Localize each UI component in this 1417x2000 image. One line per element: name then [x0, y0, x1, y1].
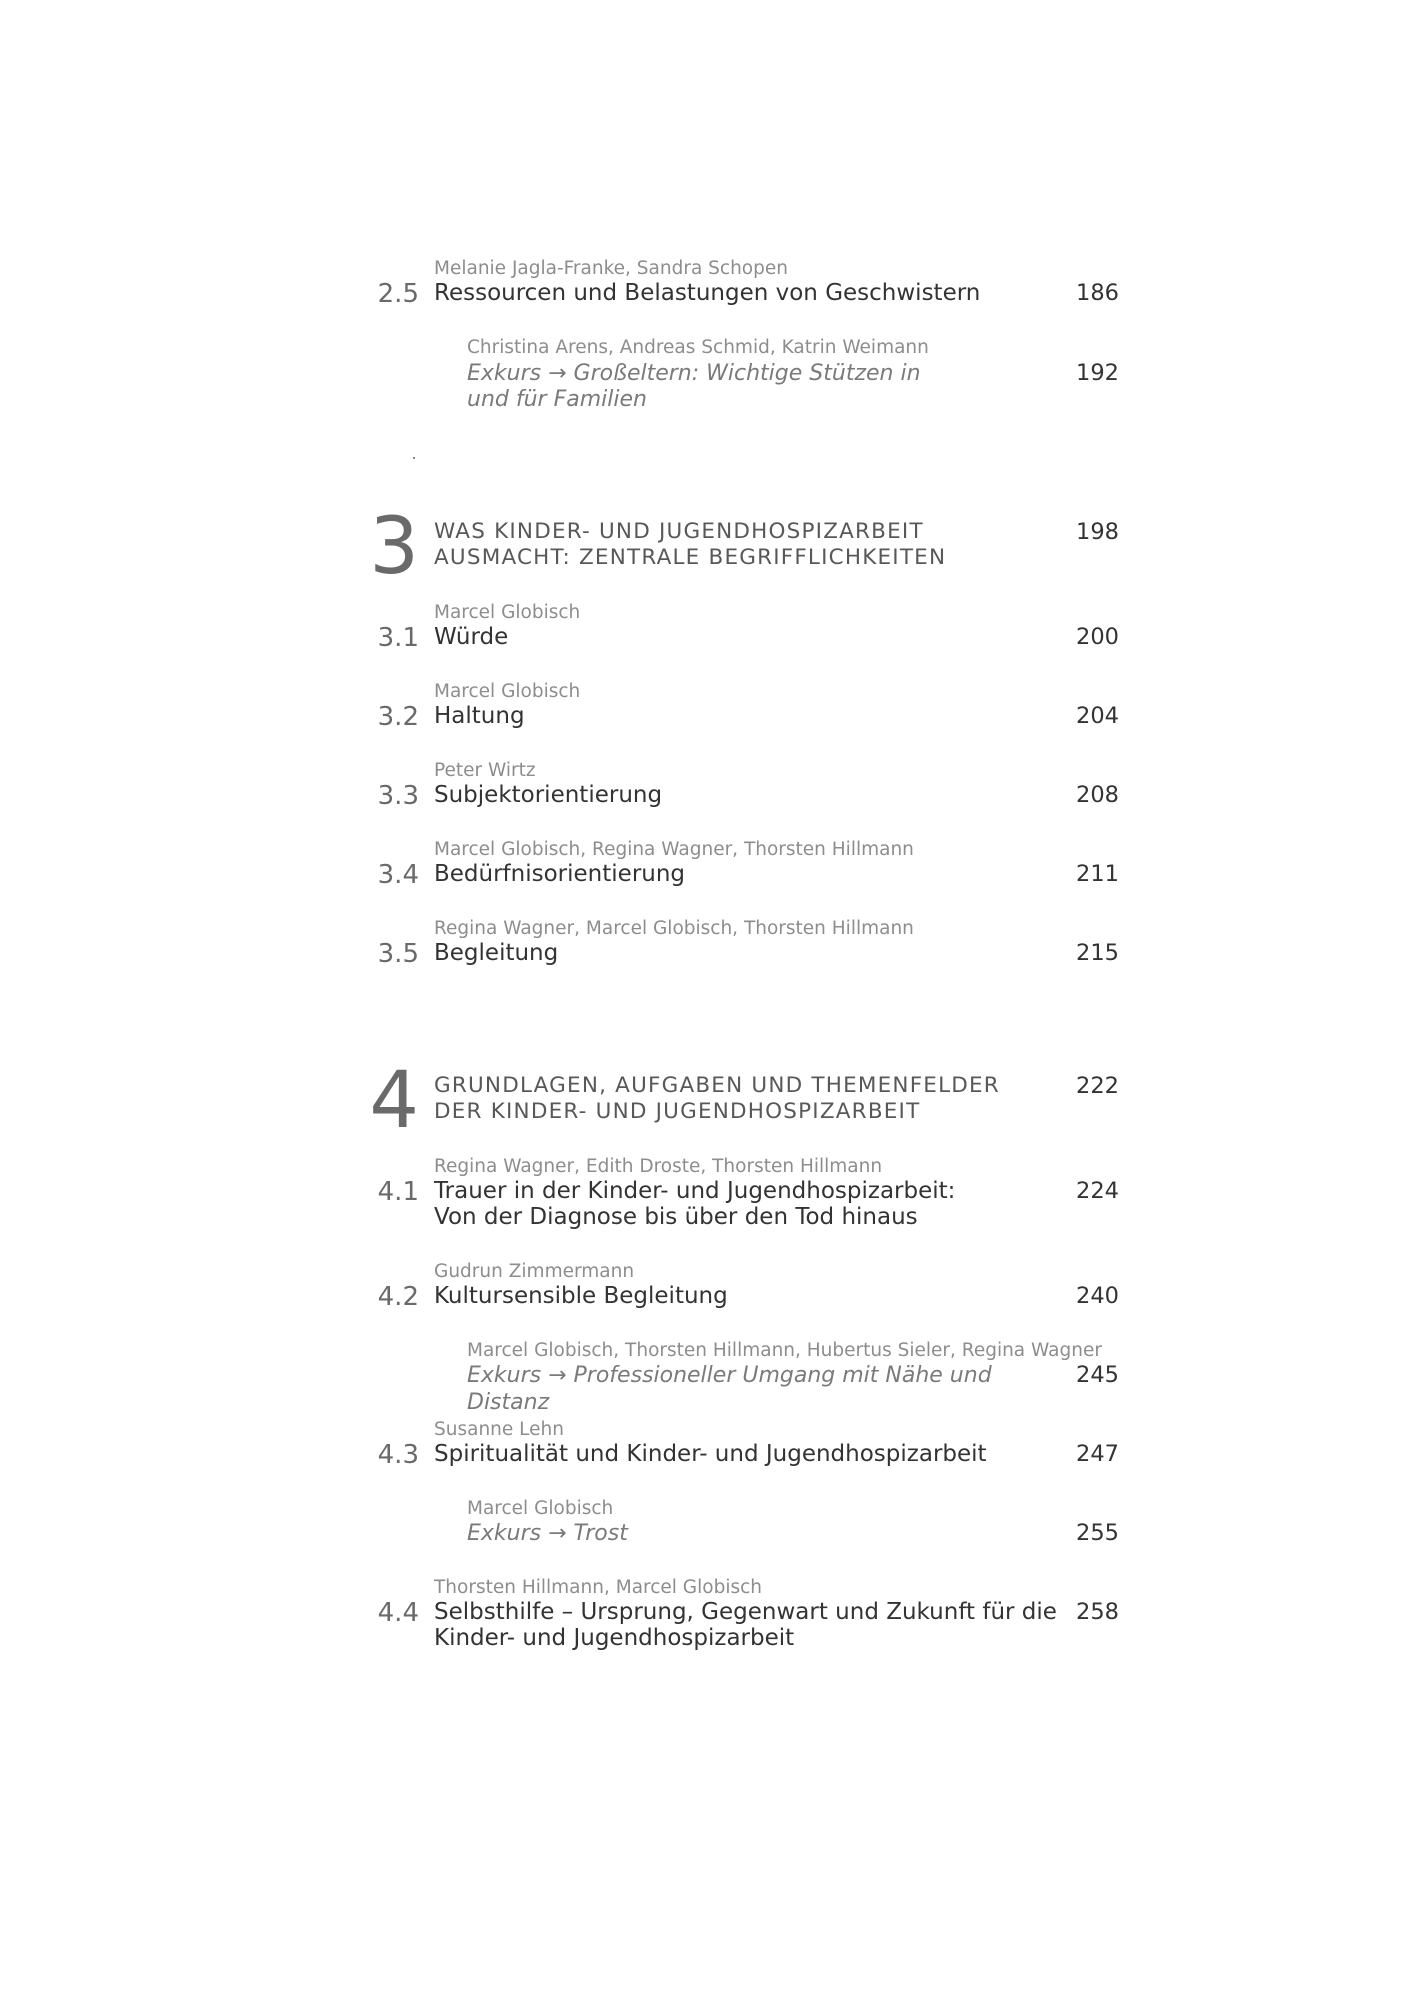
excursus-2-authors: Marcel Globisch, Thorsten Hillmann, Hubertus Sieler, Regina Wagner	[467, 1340, 1102, 1361]
chapter-3-title-line2[interactable]: AUSMACHT: ZENTRALE BEGRIFFLICHKEITEN	[434, 545, 947, 570]
chapter-3-page: 198	[1076, 519, 1119, 545]
excursus-1-title-line2[interactable]: und für Familien	[467, 387, 647, 412]
chapter-4-page: 222	[1076, 1073, 1119, 1099]
entry-4-2-authors: Gudrun Zimmermann	[434, 1261, 635, 1282]
entry-3-5-title[interactable]: Begleitung	[434, 940, 559, 966]
entry-4-4-number: 4.4	[377, 1598, 419, 1628]
entry-3-4-number: 3.4	[377, 860, 419, 890]
entry-4-2-page: 240	[1076, 1283, 1119, 1309]
entry-3-1-authors: Marcel Globisch	[434, 602, 581, 623]
entry-3-3-number: 3.3	[377, 781, 419, 811]
entry-4-4-title-line2[interactable]: Kinder- und Jugendhospizarbeit	[434, 1625, 795, 1651]
entry-4-1-number: 4.1	[377, 1177, 419, 1207]
entry-3-4-authors: Marcel Globisch, Regina Wagner, Thorsten Hillmann	[434, 839, 914, 860]
entry-2-5-authors: Melanie Jagla-Franke, Sandra Schopen	[434, 258, 788, 279]
entry-3-2-title[interactable]: Haltung	[434, 703, 525, 729]
entry-3-3-title[interactable]: Subjektorientierung	[434, 782, 663, 808]
entry-2-5-page: 186	[1076, 280, 1119, 306]
entry-4-1-authors: Regina Wagner, Edith Droste, Thorsten Hillmann	[434, 1156, 883, 1177]
excursus-3-authors: Marcel Globisch	[467, 1498, 614, 1519]
stray-dot	[413, 457, 415, 459]
entry-3-2-number: 3.2	[377, 702, 419, 732]
entry-4-1-page: 224	[1076, 1178, 1119, 1204]
chapter-3-number: 3	[369, 502, 419, 592]
excursus-3-title[interactable]: Exkurs → Trost	[467, 1521, 628, 1546]
chapter-4-title-line2[interactable]: DER KINDER- UND JUGENDHOSPIZARBEIT	[434, 1099, 921, 1124]
entry-3-2-authors: Marcel Globisch	[434, 681, 581, 702]
chapter-3-title-line1[interactable]: WAS KINDER- UND JUGENDHOSPIZARBEIT	[434, 519, 924, 544]
entry-4-1-title-line1[interactable]: Trauer in der Kinder- und Jugendhospizarbeit:	[434, 1178, 956, 1204]
entry-3-5-authors: Regina Wagner, Marcel Globisch, Thorsten Hillmann	[434, 918, 914, 939]
entry-3-4-title[interactable]: Bedürfnisorientierung	[434, 861, 686, 887]
entry-4-3-page: 247	[1076, 1441, 1119, 1467]
entry-3-3-page: 208	[1076, 782, 1119, 808]
entry-4-2-number: 4.2	[377, 1282, 419, 1312]
entry-3-2-page: 204	[1076, 703, 1119, 729]
chapter-4-number: 4	[369, 1056, 419, 1146]
entry-4-3-title[interactable]: Spiritualität und Kinder- und Jugendhospizarbeit	[434, 1441, 987, 1467]
entry-3-1-page: 200	[1076, 624, 1119, 650]
entry-3-4-page: 211	[1076, 861, 1119, 887]
excursus-1-title-line1[interactable]: Exkurs → Großeltern: Wichtige Stützen in	[467, 361, 921, 386]
entry-2-5-title[interactable]: Ressourcen und Belastungen von Geschwistern	[434, 280, 981, 306]
entry-4-3-number: 4.3	[377, 1440, 419, 1470]
entry-3-1-title[interactable]: Würde	[434, 624, 509, 650]
entry-4-4-authors: Thorsten Hillmann, Marcel Globisch	[434, 1577, 763, 1598]
excursus-2-page: 245	[1076, 1362, 1119, 1388]
entry-4-1-title-line2[interactable]: Von der Diagnose bis über den Tod hinaus	[434, 1204, 918, 1230]
entry-3-3-authors: Peter Wirtz	[434, 760, 536, 781]
entry-4-4-title-line1[interactable]: Selbsthilfe – Ursprung, Gegenwart und Zukunft für die	[434, 1599, 1057, 1625]
entry-3-5-number: 3.5	[377, 939, 419, 969]
entry-4-3-authors: Susanne Lehn	[434, 1419, 564, 1440]
excursus-2-title[interactable]: Exkurs → Professioneller Umgang mit Nähe und Distanz	[467, 1363, 992, 1415]
entry-4-2-title[interactable]: Kultursensible Begleitung	[434, 1283, 728, 1309]
excursus-3-page: 255	[1076, 1520, 1119, 1546]
excursus-1-authors: Christina Arens, Andreas Schmid, Katrin Weimann	[467, 337, 929, 358]
entry-2-5-number: 2.5	[377, 279, 419, 309]
entry-4-4-page: 258	[1076, 1599, 1119, 1625]
excursus-1-page: 192	[1076, 360, 1119, 386]
chapter-4-title-line1[interactable]: GRUNDLAGEN, AUFGABEN UND THEMENFELDER	[434, 1073, 1000, 1098]
entry-3-5-page: 215	[1076, 940, 1119, 966]
entry-3-1-number: 3.1	[377, 623, 419, 653]
